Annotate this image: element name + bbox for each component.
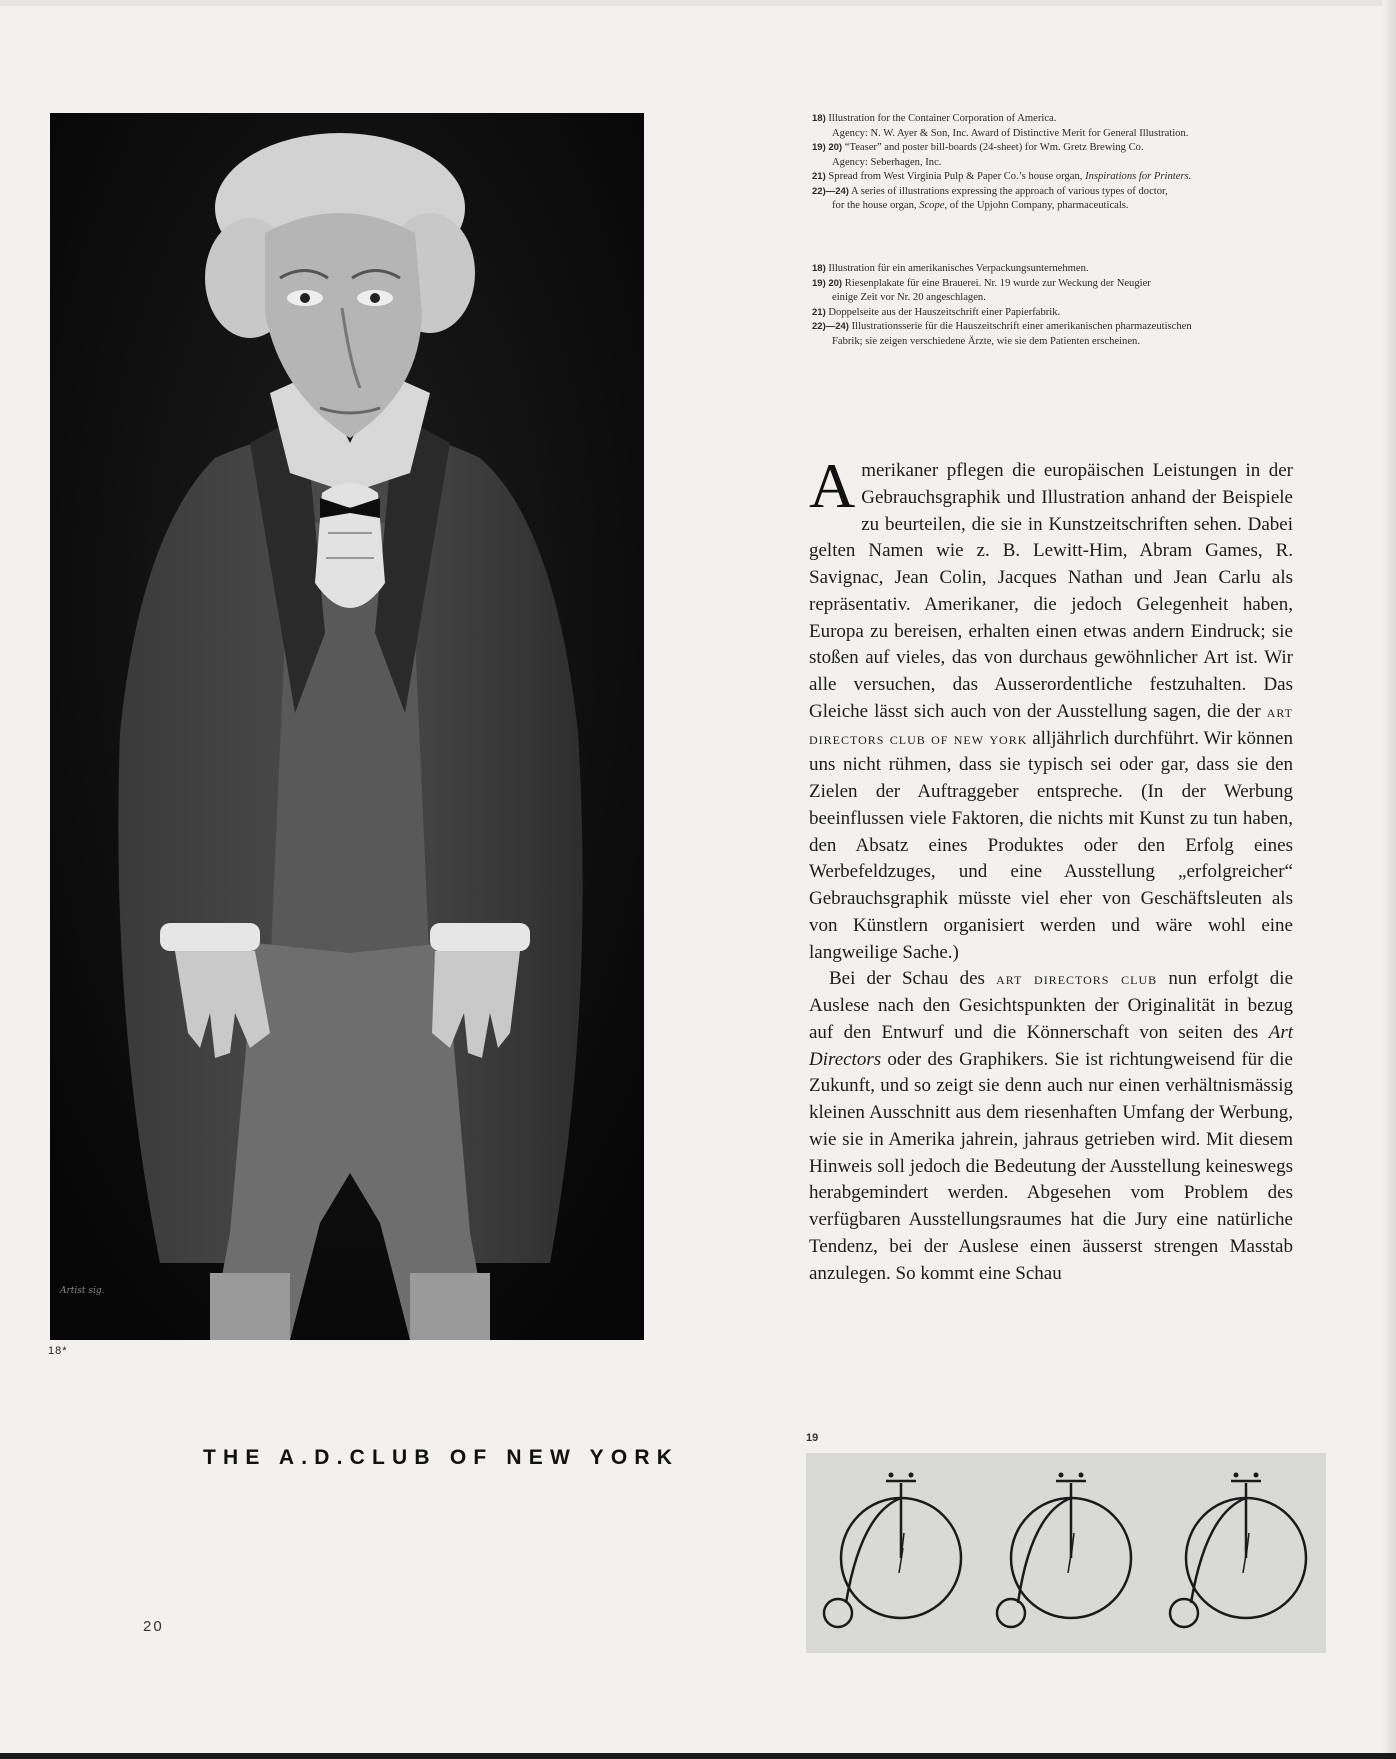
illustration-18-portrait (50, 113, 644, 1340)
paragraph-2 (809, 966, 1293, 1287)
caption-text: “Teaser” and poster bill-boards (24-sheet) for Wm. Gretz Brewing Co. (844, 142, 1144, 153)
figure-19-label: 19 (806, 1432, 819, 1444)
illustration-19-bicycles (806, 1453, 1326, 1653)
caption-text: Illustration for the Container Corporation of America. (828, 113, 1057, 124)
caption-number: 18) (812, 113, 826, 124)
captions-english (812, 112, 1312, 214)
caption-en-19-20 (812, 141, 1312, 170)
caption-text: Riesenplakate für eine Brauerei. Nr. 19 wurde zur Weckung der Neugier (844, 277, 1151, 289)
caption-number: 21) (812, 306, 826, 318)
caption-number: 19) 20) (812, 142, 843, 153)
portrait-drawing (50, 113, 644, 1340)
caption-de-19-20 (812, 277, 1312, 306)
caption-en-22-24 (812, 185, 1312, 214)
penny-farthing-drawing (806, 1453, 1326, 1653)
caption-continuation-tail: of the Upjohn Company, pharmaceuticals. (947, 200, 1129, 211)
paragraph-text: nun erfolgt die Auslese nach den Gesichtspunkten der Originalität in bezug auf den Entwurf und die Könnerschaft von seiten des (809, 968, 1294, 1043)
paragraph-text: alljährlich durchführt. Wir können uns nicht rühmen, dass sie typisch sei oder gar, dass sie den Zielen der Auftraggeber entspreche. (In der Werbung beeinflussen viele Faktoren, die nichts mit Kunst zu tun haben, den Absatz eines Produktes oder den Erfolg eines Werbefeldzuges, und eine Ausstellung „erfolgreicher“ Gebrauchsgraphik müsste viel eher von Geschäftsleuten als von Künstlern organisiert werden und wäre wohl eine langweilige Sache.) (809, 727, 1293, 963)
page-top-edge (0, 0, 1396, 6)
caption-text: Spread from West Virginia Pulp & Paper Co.’s house organ, (828, 171, 1086, 182)
caption-continuation: Fabrik; sie zeigen verschiedene Ärzte, wie sie dem Patienten erscheinen. (832, 335, 1140, 347)
caption-italic: Scope, (919, 200, 948, 211)
caption-italic: Inspirations for Printers. (1085, 171, 1192, 182)
caption-text: Illustrationsserie für die Hauszeitschrift einer amerikanischen pharmazeutischen (851, 321, 1192, 332)
caption-en-21 (812, 170, 1312, 185)
caption-number: 22)—24) (812, 185, 849, 197)
caption-number: 19) 20) (812, 277, 843, 289)
club-title: THE A.D.CLUB OF NEW YORK (203, 1446, 680, 1469)
caption-de-21 (812, 306, 1312, 321)
paragraph-1 (809, 450, 1293, 966)
captions-german (812, 262, 1312, 349)
small-caps-name: art directors club (996, 969, 1158, 989)
italic-term: Art Directors (809, 1021, 1293, 1070)
paragraph-text: merikaner pflegen die europäischen Leistungen in der Gebrauchsgraphik und Illustration anhand der Beispiele zu beurteilen, die sie in Kunstzeitschriften sehen. Dabei gelten Namen wie z. B. Lewitt-Him, Abram Games, R. Savignac, Jean Colin, Jacques Nathan und Jean Carlu als repräsentativ. Amerikaner, die jedoch Gelegenheit haben, Europa zu bereisen, erhalten einen etwas andern Eindruck; sie stoßen auf vieles, das von durchaus gewöhnlicher Art ist. Wir alle versuchen, das Ausserordentliche festzuhalten. Das Gleiche lässt sich auch von der Ausstellung sagen, die der (809, 460, 1293, 722)
small-caps-name: art directors club of new york (809, 701, 1293, 748)
caption-continuation: Agency: Seberhagen, Inc. (832, 156, 942, 168)
svg-text:Artist sig.: Artist sig. (60, 1286, 105, 1296)
caption-en-18 (812, 112, 1312, 141)
caption-de-18 (812, 262, 1312, 277)
paragraph-text: Bei der Schau des (829, 968, 997, 990)
drop-cap: A (809, 450, 856, 521)
caption-number: 21) (812, 171, 826, 182)
caption-text: Doppelseite aus der Hauszeitschrift einer Papierfabrik. (828, 306, 1061, 318)
caption-text: Illustration für ein amerikanisches Verpackungsunternehmen. (828, 263, 1089, 274)
caption-number: 18) (812, 263, 826, 274)
caption-number: 22)—24) (812, 321, 849, 332)
caption-continuation: einige Zeit vor Nr. 20 angeschlagen. (832, 292, 986, 303)
page-right-edge (1382, 0, 1396, 1759)
caption-de-22-24 (812, 320, 1312, 349)
page-number: 20 (143, 1618, 164, 1635)
paragraph-text: oder des Graphikers. Sie ist richtungweisend für die Zukunft, und so zeigt sie denn auch nur einen verhältnismässig kleinen Ausschnitt aus dem riesenhaften Umfang der Werbung, wie sie in Amerika jahrein, jahraus getrieben wird. Mit diesem Hinweis soll jedoch die Bedeutung der Ausstellung keineswegs herabgemindert werden. Abgesehen vom Problem des verfügbaren Ausstellungsraumes hat die Jury eine natürliche Tendenz, bei der Auslese einen äusserst strengen Masstab anzulegen. So kommt eine Schau (809, 1048, 1293, 1284)
article-body (809, 450, 1294, 1287)
caption-continuation: for the house organ, (832, 200, 920, 211)
caption-continuation: Agency: N. W. Ayer & Son, Inc. Award of Distinctive Merit for General Illustration. (832, 127, 1189, 139)
caption-text: A series of illustrations expressing the approach of various types of doctor, (851, 185, 1168, 197)
figure-18-label: 18* (48, 1345, 68, 1357)
page-bottom-edge (0, 1753, 1396, 1759)
